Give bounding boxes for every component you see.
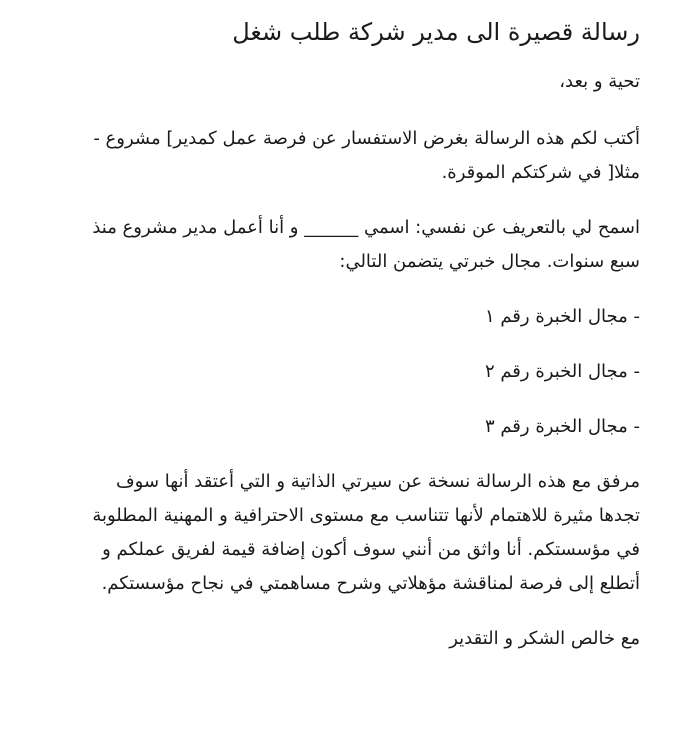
- letter-title: رسالة قصيرة الى مدير شركة طلب شغل: [232, 18, 640, 46]
- experience-item-3: - مجال الخبرة رقم ٣: [484, 415, 640, 437]
- attachment-paragraph: مرفق مع هذه الرسالة نسخة عن سيرتي الذاتية و التي أعتقد أنها سوف تجدها مثيرة للاهتمام لأنها تتناسب مع مستوى الاحترافية و المهنية المطلوبة في مؤسستكم. أنا واثق من أنني سوف أكون إضافة قيمة لفريق عملكم و أتطلع إلى فرصة لمناقشة مؤهلاتي وشرح مساهمتي في نجاح مؤسستكم.: [92, 470, 640, 594]
- about-paragraph: اسمح لي بالتعريف عن نفسي: اسمي ______ و أنا أعمل مدير مشروع منذ سبع سنوات. مجال خبرتي يتضمن التالي:: [92, 216, 640, 272]
- letter-document: [75, 18, 640, 656]
- experience-item-2: - مجال الخبرة رقم ٢: [484, 360, 640, 382]
- letter-closing: مع خالص الشكر و التقدير: [449, 627, 640, 649]
- intro-paragraph: أكتب لكم هذه الرسالة بغرض الاستفسار عن فرصة عمل كمدير] مشروع - مثلا[ في شركتكم الموقرة.: [93, 127, 640, 183]
- letter-greeting: تحية و بعد،: [559, 70, 640, 92]
- experience-item-1: - مجال الخبرة رقم ١: [484, 305, 640, 327]
